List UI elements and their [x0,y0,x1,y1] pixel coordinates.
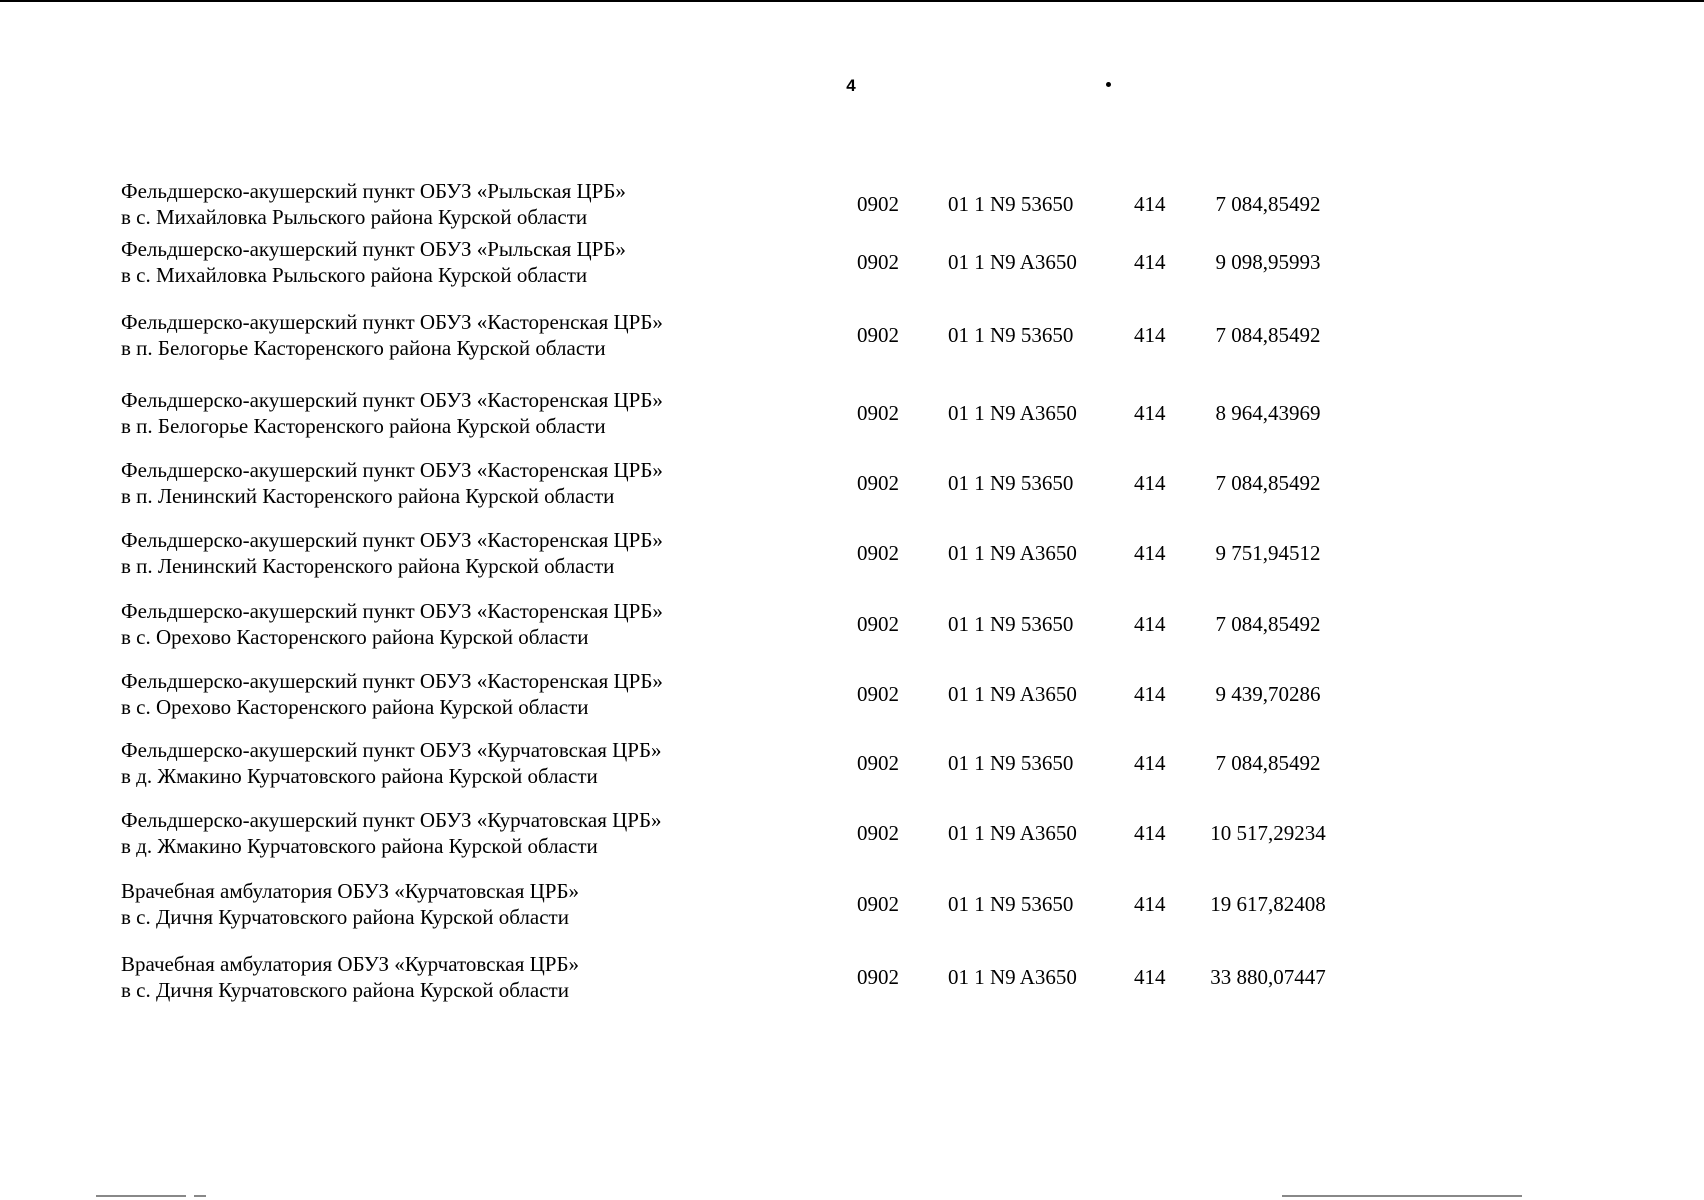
amount-value: 33 880,07447 [1210,965,1326,989]
section-code: 0902 [857,471,899,495]
recipient-name-line1: Фельдшерско-акушерский пункт ОБУЗ «Касторенская ЦРБ» [121,458,663,482]
amount-value: 7 084,85492 [1215,612,1321,636]
recipient-name-line1: Врачебная амбулатория ОБУЗ «Курчатовская ЦРБ» [121,879,580,903]
recipient-name-line1: Фельдшерско-акушерский пункт ОБУЗ «Рыльская ЦРБ» [121,179,626,203]
table-row [0,807,1704,867]
recipient-name-line1: Фельдшерско-акушерский пункт ОБУЗ «Курчатовская ЦРБ» [121,808,662,832]
target-article-code: 01 1 N9 A3650 [948,965,1077,989]
target-article-code: 01 1 N9 A3650 [948,682,1077,706]
section-code: 0902 [857,612,899,636]
recipient-name [121,387,821,439]
target-article-code: 01 1 N9 53650 [948,612,1074,636]
expense-type-code: 414 [1134,892,1166,916]
recipient-name [121,598,821,650]
table-row [0,951,1704,1011]
section-code: 0902 [857,751,899,775]
section-code: 0902 [857,682,899,706]
table-row [0,178,1704,238]
recipient-name-line2: в с. Дичня Курчатовского района Курской области [121,905,569,929]
scan-mark [1282,1195,1522,1197]
section-code: 0902 [857,965,899,989]
amount-value: 7 084,85492 [1215,751,1321,775]
recipient-name-line2: в с. Дичня Курчатовского района Курской области [121,978,569,1002]
expense-type-code: 414 [1134,821,1166,845]
recipient-name-line2: в п. Ленинский Касторенского района Курской области [121,484,615,508]
recipient-name [121,668,821,720]
amount-value: 10 517,29234 [1210,821,1326,845]
expense-type-code: 414 [1134,471,1166,495]
recipient-name [121,878,821,930]
amount-value: 8 964,43969 [1215,401,1321,425]
target-article-code: 01 1 N9 A3650 [948,821,1077,845]
recipient-name-line2: в п. Белогорье Касторенского района Курской области [121,336,606,360]
recipient-name [121,807,821,859]
amount-value: 9 751,94512 [1215,541,1321,565]
expense-type-code: 414 [1134,965,1166,989]
section-code: 0902 [857,821,899,845]
recipient-name-line1: Фельдшерско-акушерский пункт ОБУЗ «Касторенская ЦРБ» [121,528,663,552]
recipient-name [121,737,821,789]
recipient-name [121,309,821,361]
recipient-name [121,951,821,1003]
amount-value: 9 439,70286 [1215,682,1321,706]
table-row [0,457,1704,517]
target-article-code: 01 1 N9 53650 [948,192,1074,216]
recipient-name [121,527,821,579]
section-code: 0902 [857,192,899,216]
table-row [0,598,1704,658]
section-code: 0902 [857,541,899,565]
section-code: 0902 [857,401,899,425]
target-article-code: 01 1 N9 A3650 [948,401,1077,425]
recipient-name [121,178,821,230]
target-article-code: 01 1 N9 53650 [948,471,1074,495]
amount-value: 19 617,82408 [1210,892,1326,916]
bottom-scan-marks [0,1195,1704,1200]
expense-type-code: 414 [1134,192,1166,216]
expense-type-code: 414 [1134,401,1166,425]
recipient-name-line2: в п. Белогорье Касторенского района Курской области [121,414,606,438]
expense-type-code: 414 [1134,751,1166,775]
amount-value: 7 084,85492 [1215,323,1321,347]
table-row [0,878,1704,938]
expense-type-code: 414 [1134,682,1166,706]
section-code: 0902 [857,892,899,916]
table-row [0,737,1704,797]
recipient-name [121,236,821,288]
table-row [0,236,1704,296]
recipient-name-line2: в с. Михайловка Рыльского района Курской области [121,205,588,229]
scan-mark [194,1195,206,1197]
expense-type-code: 414 [1134,612,1166,636]
recipient-name [121,457,821,509]
recipient-name-line1: Фельдшерско-акушерский пункт ОБУЗ «Касторенская ЦРБ» [121,669,663,693]
recipient-name-line2: в д. Жмакино Курчатовского района Курской области [121,834,598,858]
recipient-name-line2: в п. Ленинский Касторенского района Курской области [121,554,615,578]
recipient-name-line1: Фельдшерско-акушерский пункт ОБУЗ «Касторенская ЦРБ» [121,599,663,623]
table-row [0,527,1704,587]
recipient-name-line2: в с. Орехово Касторенского района Курской области [121,695,589,719]
expense-type-code: 414 [1134,541,1166,565]
recipient-name-line1: Фельдшерско-акушерский пункт ОБУЗ «Касторенская ЦРБ» [121,310,663,334]
target-article-code: 01 1 N9 A3650 [948,250,1077,274]
recipient-name-line2: в с. Орехово Касторенского района Курской области [121,625,589,649]
section-code: 0902 [857,323,899,347]
target-article-code: 01 1 N9 53650 [948,323,1074,347]
amount-value: 9 098,95993 [1215,250,1321,274]
expense-type-code: 414 [1134,250,1166,274]
amount-value: 7 084,85492 [1215,192,1321,216]
expense-type-code: 414 [1134,323,1166,347]
recipient-name-line1: Врачебная амбулатория ОБУЗ «Курчатовская ЦРБ» [121,952,580,976]
recipient-name-line1: Фельдшерско-акушерский пункт ОБУЗ «Рыльская ЦРБ» [121,237,626,261]
table-row [0,668,1704,728]
recipient-name-line1: Фельдшерско-акушерский пункт ОБУЗ «Касторенская ЦРБ» [121,388,663,412]
target-article-code: 01 1 N9 A3650 [948,541,1077,565]
page-number: 4 [846,76,856,95]
recipient-name-line1: Фельдшерско-акушерский пункт ОБУЗ «Курчатовская ЦРБ» [121,738,662,762]
table-row [0,309,1704,369]
amount-value: 7 084,85492 [1215,471,1321,495]
recipient-name-line2: в д. Жмакино Курчатовского района Курской области [121,764,598,788]
target-article-code: 01 1 N9 53650 [948,892,1074,916]
scan-mark [96,1195,186,1197]
section-code: 0902 [857,250,899,274]
recipient-name-line2: в с. Михайловка Рыльского района Курской области [121,263,588,287]
target-article-code: 01 1 N9 53650 [948,751,1074,775]
table-row [0,387,1704,447]
